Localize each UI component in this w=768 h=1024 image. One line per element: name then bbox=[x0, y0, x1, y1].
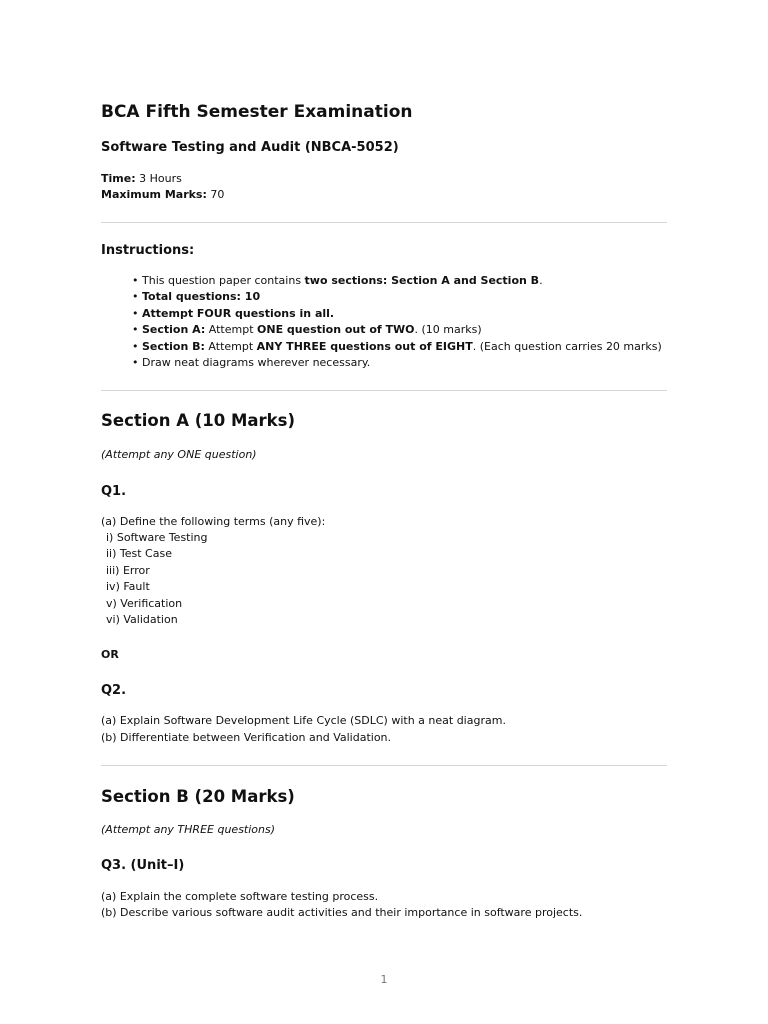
instruction-item: • Section A: Attempt ONE question out of TWO. (10 marks) bbox=[132, 322, 662, 338]
max-marks-label: Maximum Marks: bbox=[101, 188, 207, 201]
q2-label: Q2. bbox=[101, 683, 127, 698]
section-a-heading: Section A (10 Marks) bbox=[101, 411, 296, 430]
instruction-item: • Section B: Attempt ANY THREE questions out of EIGHT. (Each question carries 20 marks) bbox=[132, 339, 662, 355]
term-item: iv) Fault bbox=[106, 580, 150, 594]
instruction-item: • Attempt FOUR questions in all. bbox=[132, 306, 662, 322]
q1-intro: (a) Define the following terms (any five): bbox=[101, 515, 326, 528]
max-marks-line bbox=[101, 187, 224, 204]
instruction-item: • Draw neat diagrams wherever necessary. bbox=[132, 355, 662, 371]
subject-title: Software Testing and Audit (NBCA-5052) bbox=[101, 140, 399, 155]
q3-part-a: (a) Explain the complete software testing process. bbox=[101, 890, 379, 903]
section-a-note: (Attempt any ONE question) bbox=[101, 448, 257, 461]
exam-title: BCA Fifth Semester Examination bbox=[101, 102, 413, 122]
term-item: iii) Error bbox=[106, 563, 150, 577]
instruction-item: • Total questions: 10 bbox=[132, 289, 662, 305]
exam-page bbox=[101, 0, 667, 1024]
q1-label: Q1. bbox=[101, 484, 127, 499]
instructions-heading: Instructions: bbox=[101, 243, 195, 258]
time-value: 3 Hours bbox=[139, 172, 182, 185]
divider bbox=[101, 765, 667, 766]
instructions-list bbox=[132, 273, 662, 371]
section-b-note: (Attempt any THREE questions) bbox=[101, 823, 276, 836]
q2-part-a: (a) Explain Software Development Life Cycle (SDLC) with a neat diagram. bbox=[101, 714, 506, 727]
q3-part-b: (b) Describe various software audit activities and their importance in software projects. bbox=[101, 906, 583, 919]
time-line bbox=[101, 171, 182, 188]
instruction-item: • This question paper contains two sections: Section A and Section B. bbox=[132, 273, 662, 289]
page-number: 1 bbox=[380, 973, 388, 986]
time-label: Time: bbox=[101, 172, 136, 185]
q2-part-b: (b) Differentiate between Verification and Validation. bbox=[101, 731, 392, 744]
or-label: OR bbox=[101, 648, 119, 661]
q1-terms-list bbox=[106, 530, 208, 628]
divider bbox=[101, 390, 667, 391]
term-item: v) Verification bbox=[106, 596, 183, 610]
term-item: ii) Test Case bbox=[106, 547, 172, 561]
section-b-heading: Section B (20 Marks) bbox=[101, 787, 295, 806]
term-item: i) Software Testing bbox=[106, 531, 208, 544]
term-item: vi) Validation bbox=[106, 613, 178, 627]
max-marks-value: 70 bbox=[210, 188, 225, 201]
q3-label: Q3. (Unit–I) bbox=[101, 858, 185, 873]
divider bbox=[101, 222, 667, 223]
